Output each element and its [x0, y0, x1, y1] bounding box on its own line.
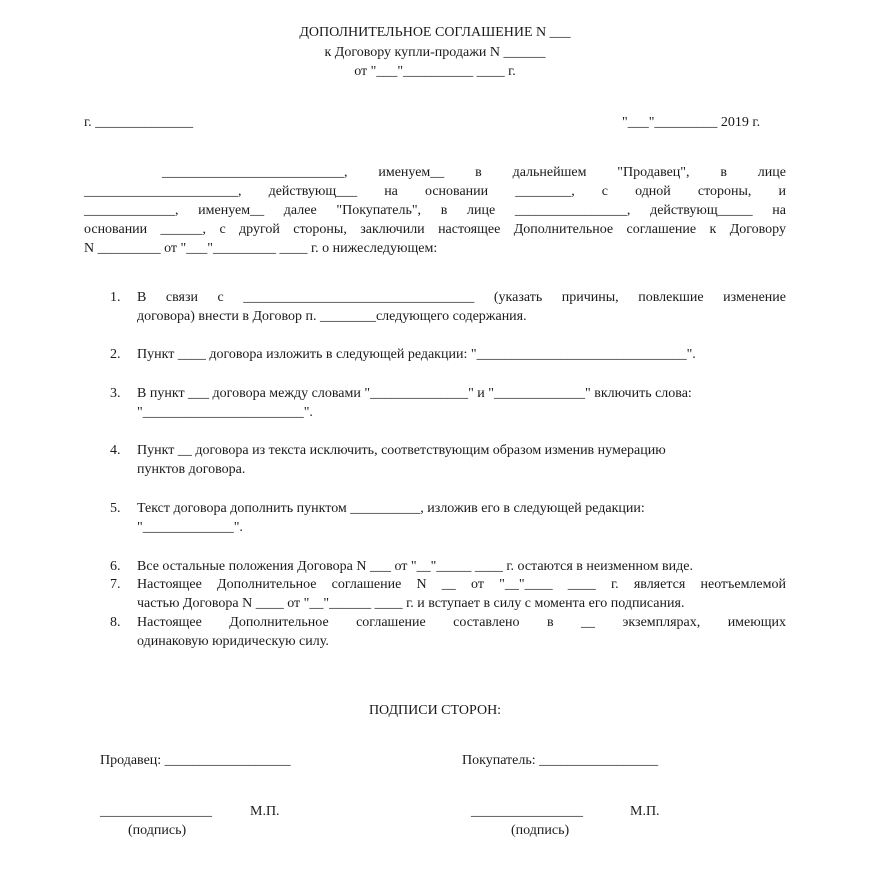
buyer-signature-caption: (подпись): [511, 823, 570, 838]
item-text: одинаковую юридическую силу.: [137, 634, 329, 649]
item-text: "_______________________".: [137, 405, 313, 420]
item-text: Настоящее Дополнительное соглашение составлено в __ экземплярах, имеющих: [137, 615, 786, 630]
document-date-line: от "___"__________ ____ г.: [354, 64, 516, 79]
item-number: 5.: [110, 501, 121, 516]
item-text: В пункт ___ договора между словами "______________" и "_____________" включить слова:: [137, 386, 692, 401]
item-text: В связи с _________________________________ (указать причины, повлекшие изменение: [137, 290, 786, 305]
item-number: 2.: [110, 347, 121, 362]
item-number: 6.: [110, 559, 121, 574]
preamble-line: __________________________, именуем__ в дальнейшем "Продавец", в лице: [162, 165, 786, 180]
item-text: пунктов договора.: [137, 462, 246, 477]
item-text: частью Договора N ____ от "__"______ ____ г. и вступает в силу с момента его подписания.: [137, 596, 685, 611]
signatures-heading: ПОДПИСИ СТОРОН:: [368, 703, 502, 718]
item-text: Все остальные положения Договора N ___ от "__"_____ ____ г. остаются в неизменном виде.: [137, 559, 694, 574]
item-number: 4.: [110, 443, 121, 458]
document-title: ДОПОЛНИТЕЛЬНОЕ СОГЛАШЕНИЕ N ___: [299, 25, 571, 40]
item-text: Пункт __ договора из текста исключить, соответствующим образом изменив нумерацию: [137, 443, 666, 458]
item-number: 7.: [110, 577, 121, 592]
seller-stamp-label: М.П.: [250, 804, 280, 819]
seller-signature-line: ________________: [100, 804, 212, 819]
city-field: г. ______________: [84, 115, 194, 130]
preamble-line: ______________________, действующ___ на основании ________, с одной стороны, и: [84, 184, 786, 199]
item-number: 3.: [110, 386, 121, 401]
item-number: 1.: [110, 290, 121, 305]
item-text: Пункт ____ договора изложить в следующей редакции: "______________________________".: [137, 347, 696, 362]
preamble-line: _____________, именуем__ далее "Покупатель", в лице ________________, действующ_____ на: [84, 203, 786, 218]
preamble-line: основании ______, с другой стороны, заключили настоящее Дополнительное соглашение к Договору: [84, 222, 786, 237]
item-text: "_____________".: [137, 520, 243, 535]
item-text: Настоящее Дополнительное соглашение N __ от "__"____ ____ г. является неотъемлемой: [137, 577, 786, 592]
buyer-stamp-label: М.П.: [630, 804, 660, 819]
item-text: Текст договора дополнить пунктом __________, изложив его в следующей редакции:: [137, 501, 645, 516]
seller-signature-caption: (подпись): [128, 823, 187, 838]
preamble-line: N _________ от "___"_________ ____ г. о нижеследующем:: [84, 241, 438, 256]
item-text: договора) внести в Договор п. ________следующего содержания.: [137, 309, 527, 324]
item-number: 8.: [110, 615, 121, 630]
buyer-signature-label: Покупатель: _________________: [462, 753, 659, 768]
document-subtitle: к Договору купли-продажи N ______: [324, 45, 546, 60]
agreement-date-field: "___"_________ 2019 г.: [622, 115, 761, 130]
seller-signature-label: Продавец: __________________: [100, 753, 291, 768]
buyer-signature-line: ________________: [471, 804, 583, 819]
